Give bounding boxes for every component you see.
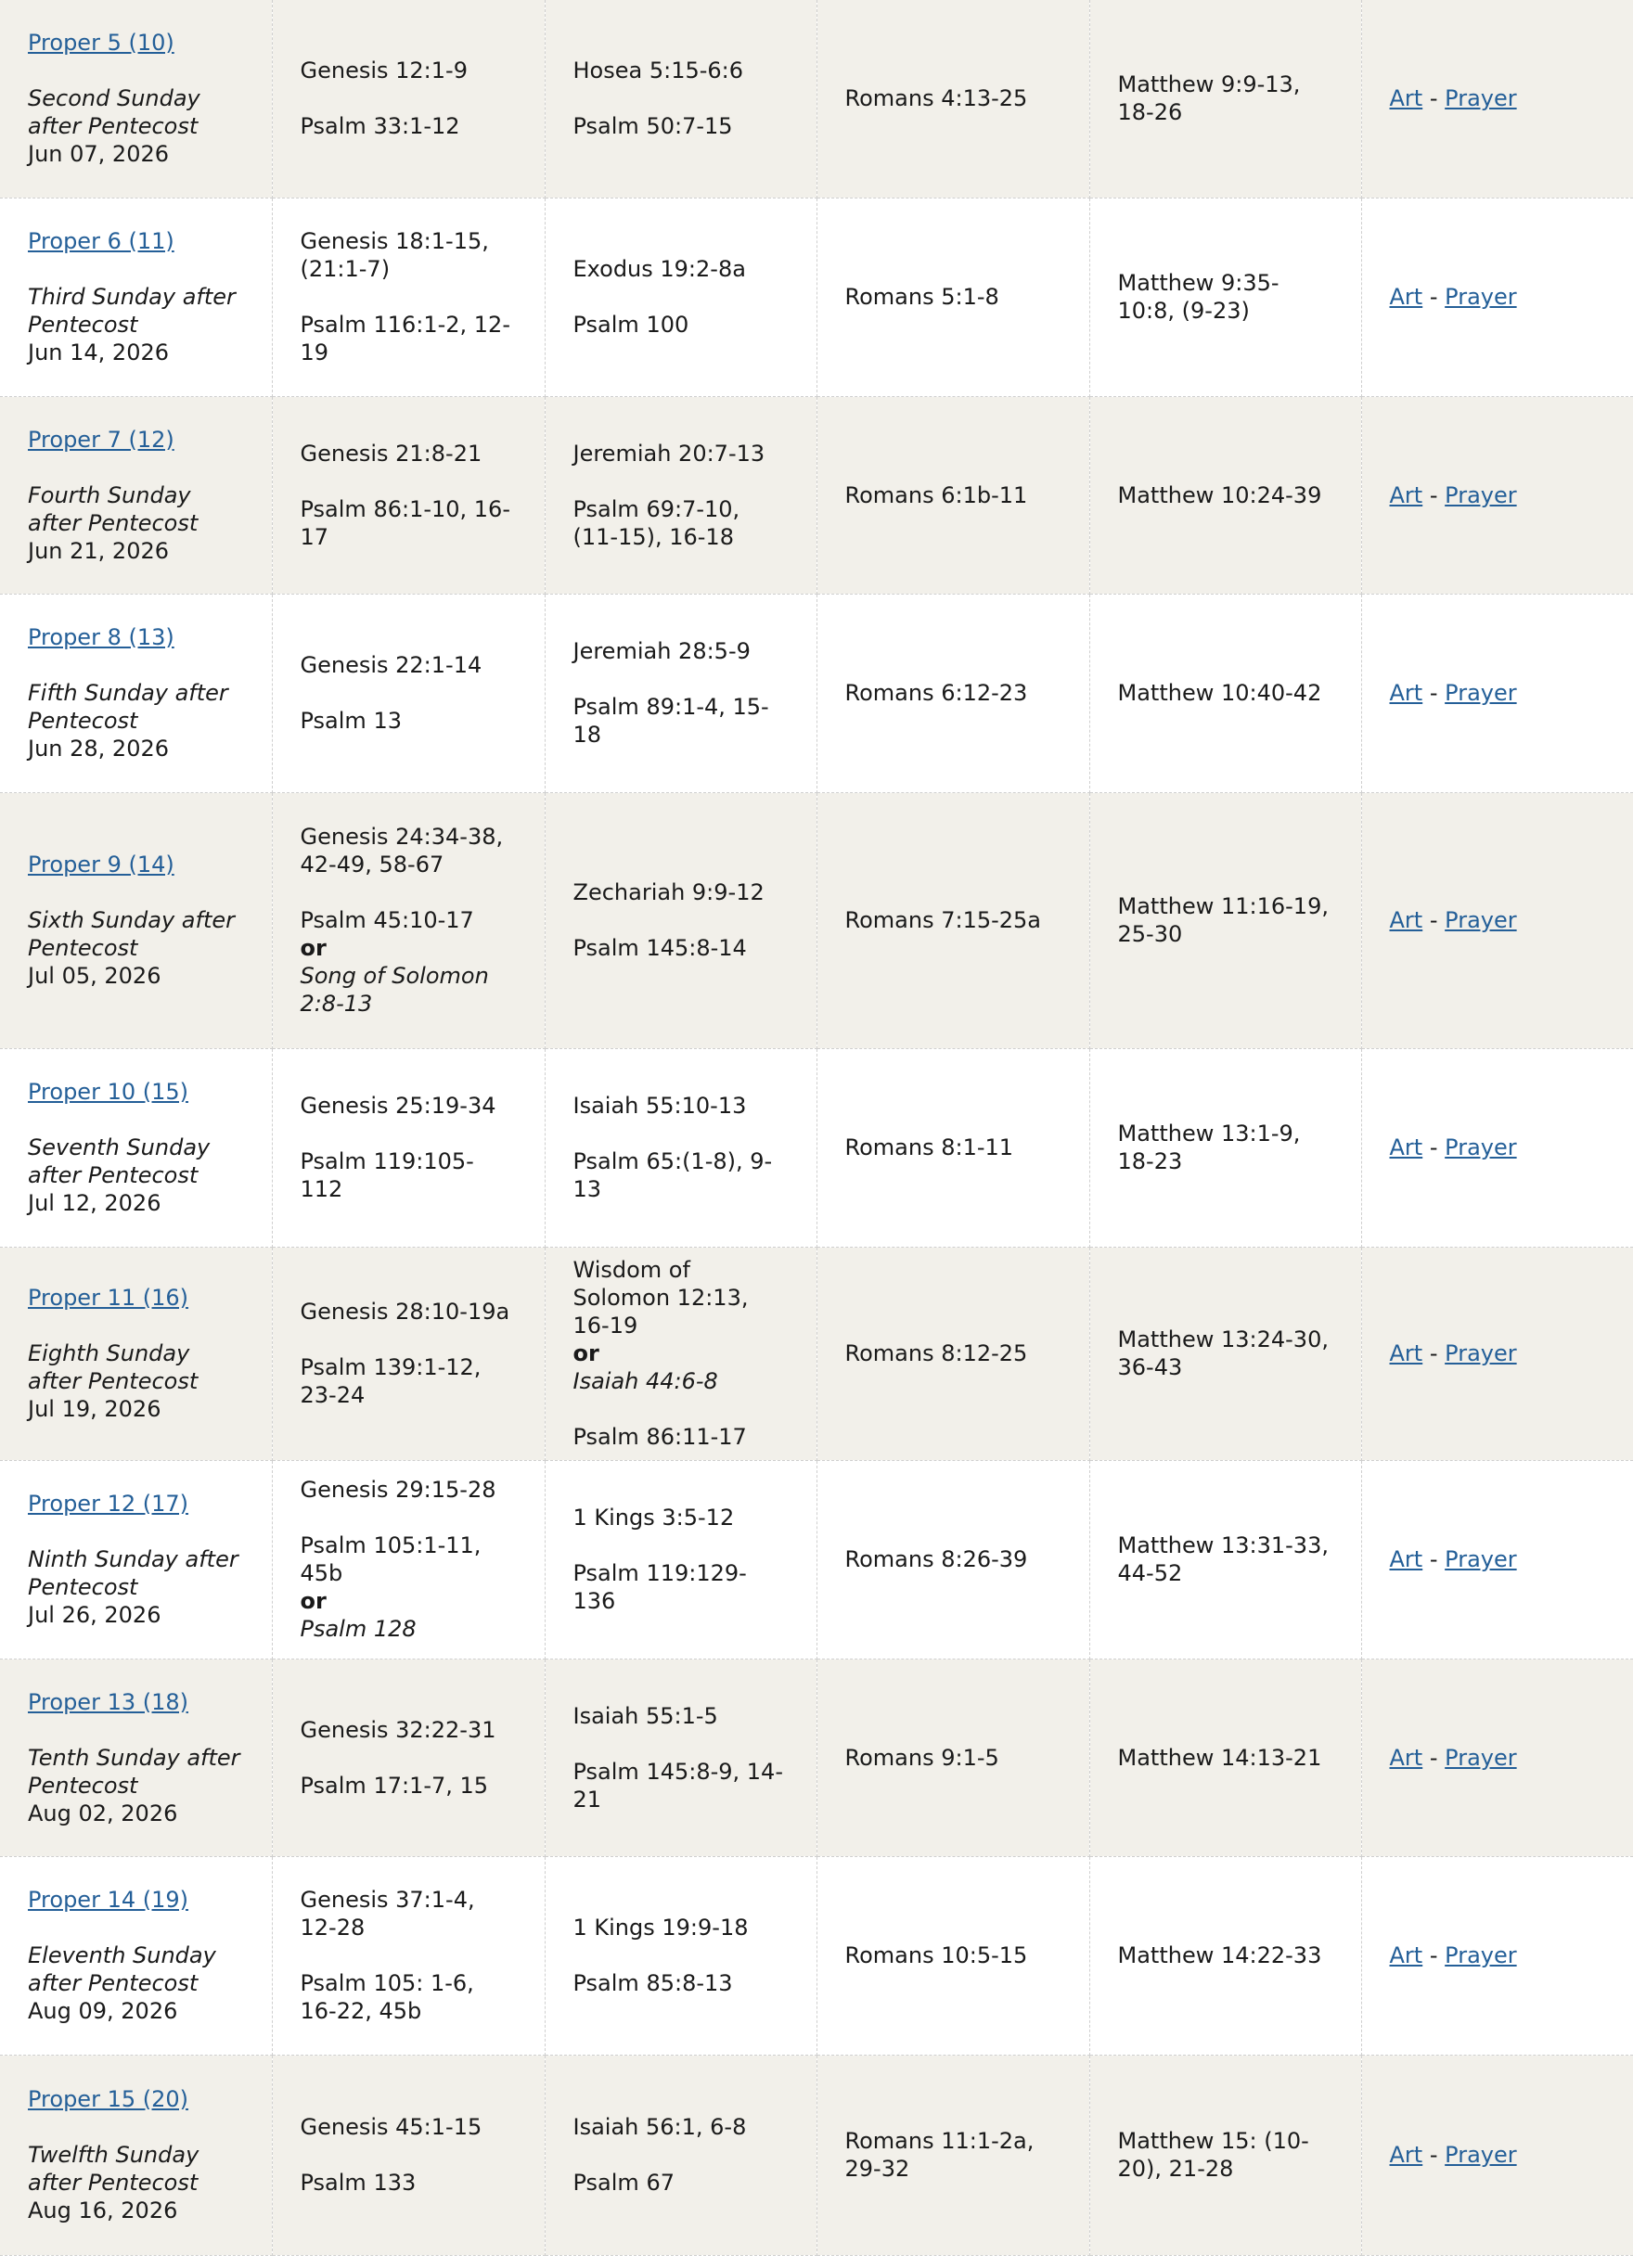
track2-first-reading: Jeremiah 28:5-9: [572, 638, 751, 664]
proper-link[interactable]: Proper 10 (15): [28, 1079, 189, 1105]
track1-or-label: or: [300, 1588, 327, 1614]
track1-readings-cell: [272, 594, 545, 792]
track2-first-reading: Isaiah 55:10-13: [572, 1093, 747, 1119]
track1-psalm: Psalm 139:1-12, 23-24: [300, 1354, 482, 1408]
table-row: [0, 2055, 1633, 2255]
sunday-cell: [0, 198, 272, 396]
sunday-cell: [0, 2055, 272, 2255]
sunday-name: Seventh Sunday after Pentecost: [28, 1134, 211, 1188]
gospel-reading: Matthew 11:16-19, 25-30: [1117, 893, 1329, 947]
sunday-name: Ninth Sunday after Pentecost: [28, 1546, 238, 1600]
prayer-link[interactable]: Prayer: [1445, 85, 1517, 112]
epistle-reading: Romans 6:12-23: [844, 680, 1028, 706]
track2-psalm: Psalm 69:7-10, (11-15), 16-18: [572, 495, 740, 550]
prayer-link[interactable]: Prayer: [1445, 1134, 1517, 1160]
gospel-reading: Matthew 14:22-33: [1117, 1942, 1322, 1968]
track2-first-reading: Zechariah 9:9-12: [572, 879, 765, 905]
table-row: [0, 1659, 1633, 1856]
table-row: [0, 792, 1633, 1048]
proper-link[interactable]: Proper 7 (12): [28, 426, 174, 453]
track2-readings-cell: [545, 2055, 816, 2255]
epistle-reading: Romans 5:1-8: [844, 284, 999, 310]
track1-first-reading: Genesis 18:1-15, (21:1-7): [300, 228, 489, 282]
track2-alt-reading: Isaiah 44:6-8: [572, 1368, 718, 1394]
links-cell: [1361, 1460, 1633, 1659]
track1-readings-cell: [272, 1856, 545, 2055]
epistle-reading: Romans 6:1b-11: [844, 481, 1028, 508]
art-link[interactable]: Art: [1389, 85, 1423, 112]
art-link[interactable]: Art: [1389, 907, 1423, 933]
links-cell: [1361, 792, 1633, 1048]
art-link[interactable]: Art: [1389, 2142, 1423, 2168]
track2-psalm: Psalm 145:8-14: [572, 935, 747, 961]
track2-readings-cell: [545, 1659, 816, 1856]
track2-psalm: Psalm 89:1-4, 15-18: [572, 694, 769, 748]
epistle-cell: [816, 0, 1089, 198]
gospel-cell: [1089, 0, 1361, 198]
link-separator: -: [1429, 680, 1438, 706]
sunday-name: Sixth Sunday after Pentecost: [28, 907, 235, 961]
art-link[interactable]: Art: [1389, 1942, 1423, 1968]
link-separator: -: [1429, 2142, 1438, 2168]
track1-psalm: Psalm 13: [300, 708, 402, 734]
prayer-link[interactable]: Prayer: [1445, 907, 1517, 933]
track1-psalm: Psalm 86:1-10, 16-17: [300, 495, 510, 550]
track1-readings-cell: [272, 198, 545, 396]
prayer-link[interactable]: Prayer: [1445, 1546, 1517, 1572]
track2-readings-cell: [545, 198, 816, 396]
track2-readings-cell: [545, 1048, 816, 1247]
links-cell: [1361, 1048, 1633, 1247]
epistle-cell: [816, 1659, 1089, 1856]
track1-first-reading: Genesis 21:8-21: [300, 440, 482, 467]
sunday-cell: [0, 396, 272, 594]
gospel-cell: [1089, 1856, 1361, 2055]
track2-or-label: or: [572, 1340, 599, 1366]
gospel-reading: Matthew 9:35-10:8, (9-23): [1117, 270, 1279, 324]
sunday-cell: [0, 1048, 272, 1247]
sunday-cell: [0, 1247, 272, 1460]
table-row: [0, 1048, 1633, 1247]
gospel-cell: [1089, 1659, 1361, 1856]
sunday-cell: [0, 594, 272, 792]
proper-link[interactable]: Proper 11 (16): [28, 1285, 189, 1311]
links-cell: [1361, 198, 1633, 396]
epistle-reading: Romans 9:1-5: [844, 1744, 999, 1771]
links-cell: [1361, 2055, 1633, 2255]
table-row: [0, 1460, 1633, 1659]
gospel-reading: Matthew 13:24-30, 36-43: [1117, 1326, 1329, 1380]
table-row: [0, 1856, 1633, 2055]
track1-readings-cell: [272, 0, 545, 198]
track2-psalm: Psalm 119:129-136: [572, 1560, 747, 1614]
track2-first-reading: Isaiah 55:1-5: [572, 1702, 718, 1729]
link-separator: -: [1429, 481, 1438, 508]
sunday-name: Twelfth Sunday after Pentecost: [28, 2142, 199, 2196]
track2-psalm: Psalm 85:8-13: [572, 1970, 733, 1996]
art-link[interactable]: Art: [1389, 1744, 1423, 1771]
track1-psalm: Psalm 119:105-112: [300, 1148, 474, 1202]
art-link[interactable]: Art: [1389, 481, 1423, 508]
track2-first-reading: Jeremiah 20:7-13: [572, 440, 765, 467]
epistle-reading: Romans 7:15-25a: [844, 907, 1042, 933]
art-link[interactable]: Art: [1389, 1340, 1423, 1366]
epistle-reading: Romans 8:12-25: [844, 1340, 1028, 1366]
sunday-date: Aug 09, 2026: [28, 1998, 178, 2024]
sunday-cell: [0, 1460, 272, 1659]
sunday-name: Eleventh Sunday after Pentecost: [28, 1942, 216, 1996]
gospel-reading: Matthew 9:9-13, 18-26: [1117, 71, 1301, 126]
art-link[interactable]: Art: [1389, 680, 1423, 706]
track1-alt-psalm: Song of Solomon 2:8-13: [300, 963, 489, 1017]
track2-readings-cell: [545, 396, 816, 594]
track2-psalm: Psalm 50:7-15: [572, 113, 733, 140]
table-row: [0, 396, 1633, 594]
track1-readings-cell: [272, 396, 545, 594]
sunday-date: Jun 28, 2026: [28, 736, 170, 762]
track1-readings-cell: [272, 792, 545, 1048]
epistle-cell: [816, 594, 1089, 792]
link-separator: -: [1429, 1546, 1438, 1572]
table-row: [0, 594, 1633, 792]
sunday-cell: [0, 0, 272, 198]
track2-first-reading: 1 Kings 19:9-18: [572, 1915, 749, 1941]
track2-readings-cell: [545, 0, 816, 198]
track1-or-label: or: [300, 935, 327, 961]
track1-first-reading: Genesis 37:1-4, 12-28: [300, 1887, 475, 1941]
sunday-date: Aug 02, 2026: [28, 1800, 178, 1826]
sunday-date: Jul 12, 2026: [28, 1190, 161, 1216]
table-row: [0, 1247, 1633, 1460]
track1-readings-cell: [272, 1659, 545, 1856]
track1-alt-psalm: Psalm 128: [300, 1616, 417, 1642]
track1-readings-cell: [272, 1460, 545, 1659]
track1-first-reading: Genesis 12:1-9: [300, 58, 468, 84]
prayer-link[interactable]: Prayer: [1445, 1340, 1517, 1366]
gospel-cell: [1089, 2055, 1361, 2255]
track2-readings-cell: [545, 1247, 816, 1460]
epistle-cell: [816, 2055, 1089, 2255]
epistle-cell: [816, 1460, 1089, 1659]
link-separator: -: [1429, 1134, 1438, 1160]
track1-psalm: Psalm 116:1-2, 12-19: [300, 312, 510, 365]
track1-first-reading: Genesis 24:34-38, 42-49, 58-67: [300, 824, 504, 878]
track1-psalm: Psalm 133: [300, 2170, 417, 2196]
track2-psalm: Psalm 100: [572, 312, 689, 338]
proper-link[interactable]: Proper 8 (13): [28, 624, 174, 650]
sunday-date: Jun 07, 2026: [28, 141, 170, 168]
track1-first-reading: Genesis 32:22-31: [300, 1716, 496, 1743]
prayer-link[interactable]: Prayer: [1445, 1942, 1517, 1968]
table-row: [0, 0, 1633, 198]
gospel-reading: Matthew 15: (10-20), 21-28: [1117, 2128, 1309, 2182]
track2-first-reading: Hosea 5:15-6:6: [572, 58, 744, 84]
proper-link[interactable]: Proper 12 (17): [28, 1491, 189, 1517]
sunday-cell: [0, 1856, 272, 2055]
gospel-reading: Matthew 13:31-33, 44-52: [1117, 1532, 1329, 1586]
link-separator: -: [1429, 907, 1438, 933]
sunday-name: Third Sunday after Pentecost: [28, 284, 236, 338]
track1-first-reading: Genesis 28:10-19a: [300, 1299, 510, 1325]
art-link[interactable]: Art: [1389, 1134, 1423, 1160]
sunday-cell: [0, 1659, 272, 1856]
sunday-date: Jun 21, 2026: [28, 537, 170, 564]
gospel-cell: [1089, 594, 1361, 792]
sunday-date: Jul 05, 2026: [28, 963, 161, 989]
epistle-cell: [816, 1247, 1089, 1460]
gospel-cell: [1089, 1048, 1361, 1247]
epistle-reading: Romans 4:13-25: [844, 85, 1028, 112]
track1-psalm: Psalm 17:1-7, 15: [300, 1772, 489, 1799]
epistle-cell: [816, 1048, 1089, 1247]
track2-first-reading: Isaiah 56:1, 6-8: [572, 2114, 747, 2140]
links-cell: [1361, 396, 1633, 594]
links-cell: [1361, 1659, 1633, 1856]
art-link[interactable]: Art: [1389, 1546, 1423, 1572]
track1-psalm: Psalm 45:10-17: [300, 907, 474, 933]
sunday-date: Jun 14, 2026: [28, 340, 170, 365]
links-cell: [1361, 594, 1633, 792]
links-cell: [1361, 1247, 1633, 1460]
track1-psalm: Psalm 33:1-12: [300, 113, 460, 140]
track1-readings-cell: [272, 1247, 545, 1460]
link-separator: -: [1429, 85, 1438, 112]
prayer-link[interactable]: Prayer: [1445, 284, 1517, 310]
track2-readings-cell: [545, 1856, 816, 2055]
sunday-date: Jul 19, 2026: [28, 1396, 161, 1422]
gospel-cell: [1089, 198, 1361, 396]
track1-first-reading: Genesis 22:1-14: [300, 652, 482, 678]
art-link[interactable]: Art: [1389, 284, 1423, 310]
proper-link[interactable]: Proper 6 (11): [28, 228, 174, 254]
sunday-name: Eighth Sunday after Pentecost: [28, 1340, 199, 1394]
table-row: [0, 198, 1633, 396]
epistle-reading: Romans 8:1-11: [844, 1134, 1014, 1160]
proper-link[interactable]: Proper 9 (14): [28, 852, 174, 878]
gospel-reading: Matthew 10:40-42: [1117, 680, 1322, 706]
sunday-name: Fourth Sunday after Pentecost: [28, 481, 199, 536]
track2-psalm: Psalm 65:(1-8), 9-13: [572, 1148, 773, 1202]
epistle-cell: [816, 198, 1089, 396]
epistle-reading: Romans 10:5-15: [844, 1942, 1028, 1968]
sunday-date: Aug 16, 2026: [28, 2198, 178, 2223]
link-separator: -: [1429, 284, 1438, 310]
sunday-name: Tenth Sunday after Pentecost: [28, 1744, 240, 1799]
gospel-cell: [1089, 792, 1361, 1048]
proper-link[interactable]: Proper 15 (20): [28, 2086, 189, 2112]
link-separator: -: [1429, 1942, 1438, 1968]
proper-link[interactable]: Proper 13 (18): [28, 1688, 189, 1715]
track2-psalm: Psalm 145:8-9, 14-21: [572, 1758, 783, 1813]
track1-readings-cell: [272, 1048, 545, 1247]
prayer-link[interactable]: Prayer: [1445, 2142, 1517, 2168]
link-separator: -: [1429, 1340, 1438, 1366]
track1-first-reading: Genesis 29:15-28: [300, 1477, 496, 1503]
epistle-reading: Romans 8:26-39: [844, 1546, 1028, 1572]
track1-first-reading: Genesis 25:19-34: [300, 1093, 496, 1119]
epistle-cell: [816, 396, 1089, 594]
links-cell: [1361, 1856, 1633, 2055]
prayer-link[interactable]: Prayer: [1445, 680, 1517, 706]
track1-readings-cell: [272, 2055, 545, 2255]
track2-psalm: Psalm 67: [572, 2170, 675, 2196]
track1-psalm: Psalm 105:1-11, 45b: [300, 1532, 482, 1586]
gospel-reading: Matthew 13:1-9, 18-23: [1117, 1121, 1301, 1174]
track2-psalm: Psalm 86:11-17: [572, 1424, 747, 1450]
track2-first-reading: 1 Kings 3:5-12: [572, 1505, 735, 1531]
track1-first-reading: Genesis 45:1-15: [300, 2114, 482, 2140]
track2-first-reading: Wisdom of Solomon 12:13, 16-19: [572, 1257, 749, 1339]
sunday-name: Fifth Sunday after Pentecost: [28, 680, 228, 734]
track2-readings-cell: [545, 1460, 816, 1659]
link-separator: -: [1429, 1744, 1438, 1771]
proper-link[interactable]: Proper 14 (19): [28, 1887, 189, 1913]
sunday-cell: [0, 792, 272, 1048]
gospel-cell: [1089, 1460, 1361, 1659]
gospel-reading: Matthew 10:24-39: [1117, 481, 1322, 508]
epistle-reading: Romans 11:1-2a, 29-32: [844, 2128, 1035, 2182]
sunday-name: Second Sunday after Pentecost: [28, 85, 200, 140]
gospel-cell: [1089, 396, 1361, 594]
epistle-cell: [816, 792, 1089, 1048]
gospel-reading: Matthew 14:13-21: [1117, 1744, 1322, 1771]
links-cell: [1361, 0, 1633, 198]
gospel-cell: [1089, 1247, 1361, 1460]
track2-first-reading: Exodus 19:2-8a: [572, 256, 746, 282]
sunday-date: Jul 26, 2026: [28, 1602, 161, 1628]
track2-readings-cell: [545, 792, 816, 1048]
track2-readings-cell: [545, 594, 816, 792]
prayer-link[interactable]: Prayer: [1445, 1744, 1517, 1771]
track1-psalm: Psalm 105: 1-6, 16-22, 45b: [300, 1970, 474, 2024]
prayer-link[interactable]: Prayer: [1445, 481, 1517, 508]
proper-link[interactable]: Proper 5 (10): [28, 30, 174, 57]
epistle-cell: [816, 1856, 1089, 2055]
